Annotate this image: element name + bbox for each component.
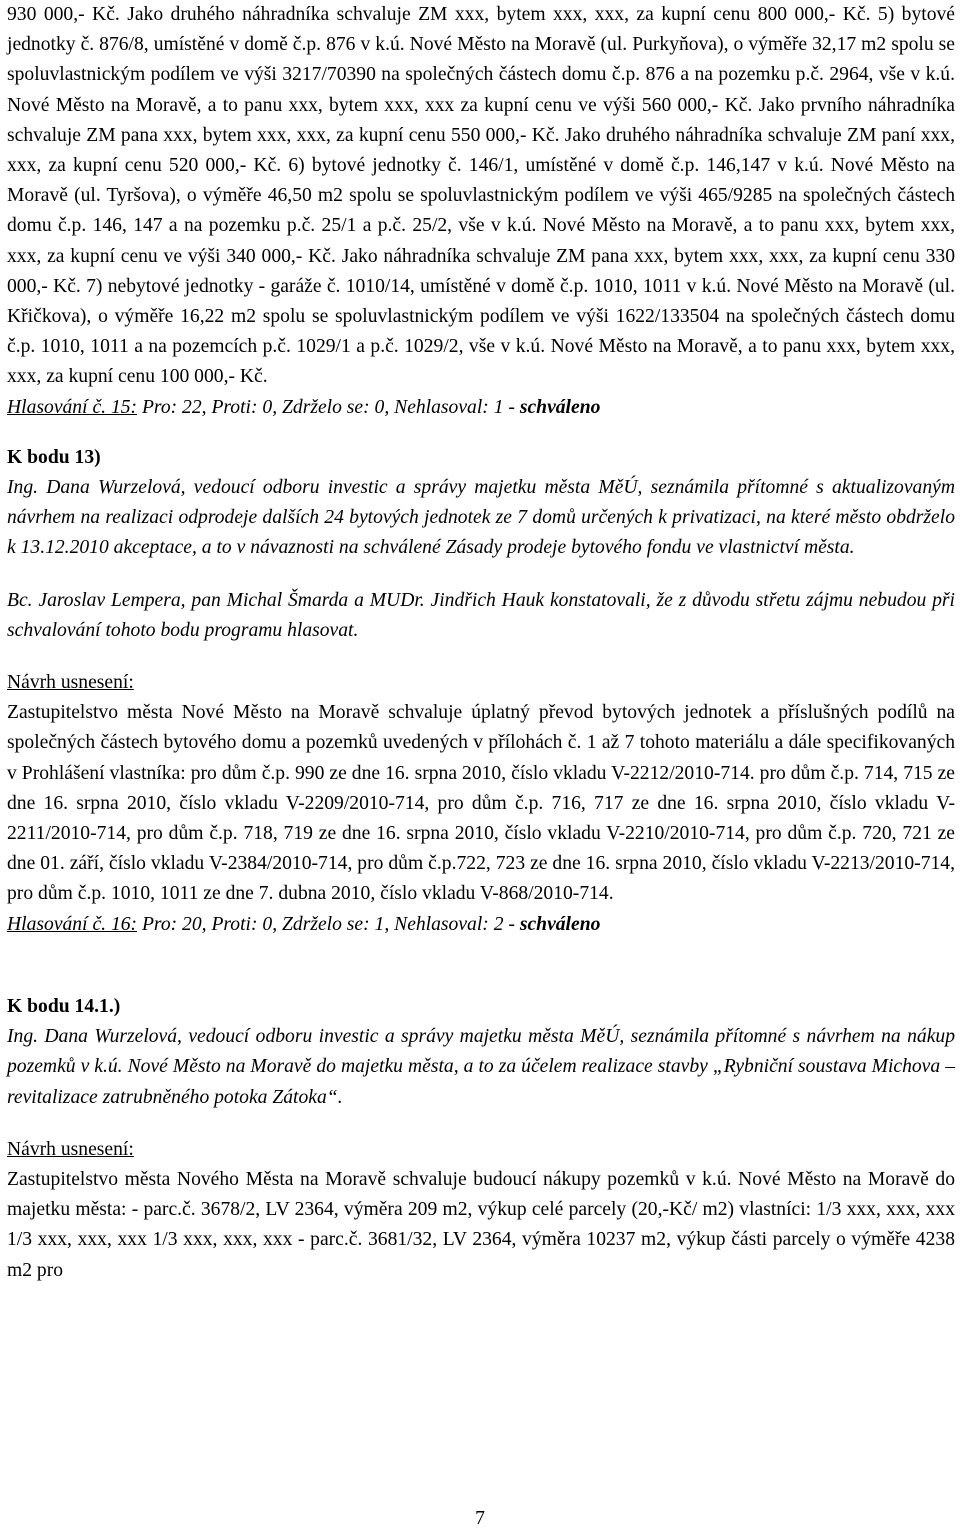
vote-15-text: Pro: 22, Proti: 0, Zdrželo se: 0, Nehlasoval: 1 -	[137, 396, 520, 418]
vote-16	[7, 910, 955, 940]
item-14-proposal-label: Návrh usnesení:	[7, 1138, 134, 1160]
item-13-proposal-text: Zastupitelstvo města Nové Město na Moravě schvaluje úplatný převod bytových jednotek a příslušných podílů na společných částech bytového domu a pozemků uvedených v přílohách č. 1 až 7 tohoto materiálu a dále specifikovaných v Prohlášení vlastníka: pro dům č.p. 990 ze dne 16. srpna 2010, číslo vkladu V-2212/2010-714. pro dům č.p. 714, 715 ze dne 16. srpna 2010, číslo vkladu V-2209/2010-714, pro dům č.p. 716, 717 ze dne 16. srpna 2010, číslo vkladu V-2211/2010-714, pro dům č.p. 718, 719 ze dne 16. srpna 2010, číslo vkladu V-2210/2010-714, pro dům č.p. 720, 721 ze dne 01. září, číslo vkladu V-2384/2010-714, pro dům č.p.722, 723 ze dne 16. srpna 2010, číslo vkladu V-2213/2010-714, pro dům č.p. 1010, 1011 ze dne 7. dubna 2010, číslo vkladu V-868/2010-714.	[7, 702, 955, 905]
vote-16-text: Pro: 20, Proti: 0, Zdrželo se: 1, Nehlasoval: 2 -	[137, 913, 520, 935]
vote-15-result: schváleno	[519, 396, 601, 418]
item-13-proposal-label: Návrh usnesení:	[7, 672, 134, 694]
item-13-heading: K bodu 13)	[7, 446, 101, 468]
vote-16-label: Hlasování č. 16:	[7, 913, 138, 935]
vote-15-label: Hlasování č. 15:	[7, 396, 138, 418]
item-14-heading: K bodu 14.1.)	[7, 995, 121, 1017]
continuation-paragraph: 930 000,- Kč. Jako druhého náhradníka schvaluje ZM xxx, bytem xxx, xxx, za kupní cenu 800 000,- Kč. 5) bytové jednotky č. 876/8, umístěné v domě č.p. 876 v k.ú. Nové Město na Moravě (ul. Purkyňova), o výměře 32,17 m2 spolu se spoluvlastnickým podílem ve výši 3217/70390 na společných částech domu č.p. 876 a na pozemku p.č. 2964, vše v k.ú. Nové Město na Moravě, a to panu xxx, bytem xxx, xxx za kupní cenu ve výši 560 000,- Kč. Jako prvního náhradníka schvaluje ZM pana xxx, bytem xxx, xxx, za kupní cenu 550 000,- Kč. Jako druhého náhradníka schvaluje ZM paní xxx, xxx, za kupní cenu 520 000,- Kč. 6) bytové jednotky č. 146/1, umístěné v domě č.p. 146,147 v k.ú. Nové Město na Moravě (ul. Tyršova), o výměře 46,50 m2 spolu se spoluvlastnickým podílem ve výši 465/9285 na společných částech domu č.p. 146, 147 a na pozemku p.č. 25/1 a p.č. 25/2, vše v k.ú. Nové Město na Moravě, a to panu xxx, bytem xxx, xxx, za kupní cenu ve výši 340 000,- Kč. Jako náhradníka schvaluje ZM pana xxx, bytem xxx, xxx, za kupní cenu 330 000,- Kč. 7) nebytové jednotky - garáže č. 1010/14, umístěné v domě č.p. 1010, 1011 v k.ú. Nové Město na Moravě (ul. Křičkova), o výměře 16,22 m2 spolu se spoluvlastnickým podílem ve výši 1622/133504 na společných částech domu č.p. 1010, 1011 a na pozemcích p.č. 1029/1 a p.č. 1029/2, vše v k.ú. Nové Město na Moravě, a to panu xxx, bytem xxx, xxx, za kupní cenu 100 000,- Kč.	[7, 4, 955, 388]
document-page	[7, 0, 955, 1286]
vote-16-result: schváleno	[519, 913, 601, 935]
item-14-proposal-text: Zastupitelstvo města Nového Města na Moravě schvaluje budoucí nákupy pozemků v k.ú. Nové Město na Moravě do majetku města: - parc.č. 3678/2, LV 2364, výměra 209 m2, výkup celé parcely (20,-Kč/ m2) vlastníci: 1/3 xxx, xxx, xxx 1/3 xxx, xxx, xxx 1/3 xxx, xxx, xxx - parc.č. 3681/32, LV 2364, výměra 10237 m2, výkup části parcely o výměře 4238 m2 pro	[7, 1168, 955, 1281]
vote-15	[7, 393, 955, 423]
item-14-report: Ing. Dana Wurzelová, vedoucí odboru investic a správy majetku města MěÚ, seznámila přítomné s návrhem na nákup pozemků v k.ú. Nové Město na Moravě do majetku města, a to za účelem realizace stavby „Rybniční soustava Michova – revitalizace zatrubněného potoka Zátoka“.	[7, 1026, 955, 1108]
page-number: 7	[475, 1508, 485, 1529]
item-13-conflict-statement: Bc. Jaroslav Lempera, pan Michal Šmarda a MUDr. Jindřich Hauk konstatovali, že z důvodu střetu zájmu nebudou při schvalování tohoto bodu programu hlasovat.	[7, 589, 955, 641]
item-13-report: Ing. Dana Wurzelová, vedoucí odboru investic a správy majetku města MěÚ, seznámila přítomné s aktualizovaným návrhem na realizaci odprodeje dalších 24 bytových jednotek ze 7 domů určených k privatizaci, na které město obdrželo k 13.12.2010 akceptace, a to v návaznosti na schválené Zásady prodeje bytového fondu ve vlastnictví města.	[7, 477, 955, 559]
